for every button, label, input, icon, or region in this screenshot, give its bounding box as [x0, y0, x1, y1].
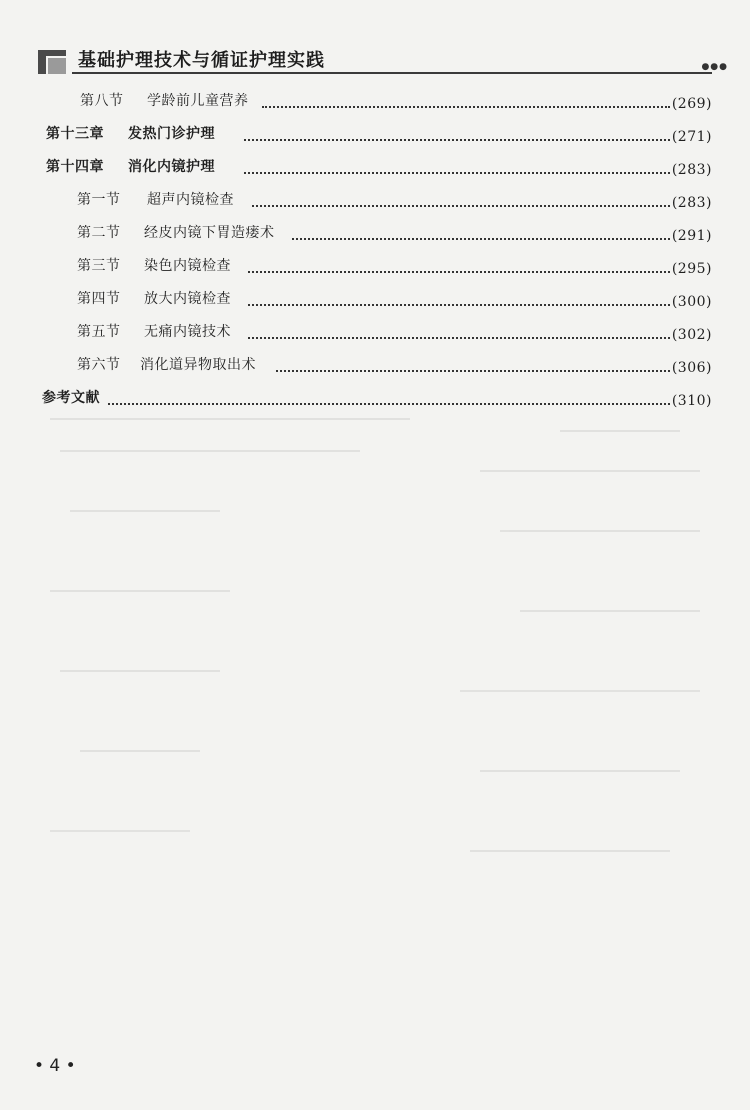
- toc-entry-title: 超声内镜检查: [147, 192, 234, 208]
- toc-leader-dots: [244, 168, 670, 174]
- toc-entry[interactable]: [0, 255, 750, 281]
- toc-leader-dots: [244, 135, 670, 141]
- toc-entry[interactable]: [0, 288, 750, 314]
- toc-entry-number: 第十三章: [46, 126, 104, 142]
- toc-entry-number: 第一节: [77, 192, 121, 208]
- page-number: • 4 •: [34, 1056, 76, 1076]
- toc-entry-title: 经皮内镜下胃造瘘术: [144, 225, 275, 241]
- header-book-title: 基础护理技术与循证护理实践: [78, 50, 325, 71]
- toc-entry-page: (269): [671, 96, 712, 112]
- toc-entry-number: 第二节: [77, 225, 121, 241]
- toc-leader-dots: [292, 234, 670, 240]
- toc-entry-page: (291): [671, 228, 712, 244]
- toc-entry-page: (295): [671, 261, 712, 277]
- header-corner-mark-icon: [38, 46, 70, 76]
- toc-entry-number: 第三节: [77, 258, 121, 274]
- toc-entry-page: (306): [671, 360, 712, 376]
- toc-leader-dots: [252, 201, 670, 207]
- toc-entry[interactable]: [0, 123, 750, 149]
- toc-entry-title: 消化道异物取出术: [140, 357, 256, 373]
- toc-entry-number: 第八节: [80, 93, 124, 109]
- toc-entry-page: (300): [671, 294, 712, 310]
- toc-entry[interactable]: [0, 222, 750, 248]
- toc-leader-dots: [262, 102, 670, 108]
- toc-entry[interactable]: [0, 387, 750, 413]
- toc-entry-title: 放大内镜检查: [144, 291, 231, 307]
- toc-leader-dots: [248, 300, 670, 306]
- header-rule: [72, 72, 712, 74]
- show-through-texture: [40, 410, 720, 890]
- toc-entry-page: (302): [671, 327, 712, 343]
- toc-entry-page: (310): [671, 393, 712, 409]
- toc-entry-title: 消化内镜护理: [128, 159, 215, 175]
- toc-entry-title: 学龄前儿童营养: [147, 93, 249, 109]
- toc-entry-number: 第六节: [77, 357, 121, 373]
- toc-entry[interactable]: [0, 354, 750, 380]
- toc-leader-dots: [248, 333, 670, 339]
- toc-leader-dots: [108, 399, 670, 405]
- header-ornament: ●●●: [701, 62, 728, 72]
- toc-entry-title: 无痛内镜技术: [144, 324, 231, 340]
- toc-entry[interactable]: [0, 189, 750, 215]
- toc-entry-page: (271): [671, 129, 712, 145]
- toc-entry-title: 发热门诊护理: [128, 126, 215, 142]
- toc-entry-page: (283): [671, 195, 712, 211]
- toc-entry[interactable]: [0, 156, 750, 182]
- toc-entry[interactable]: [0, 90, 750, 116]
- toc-leader-dots: [276, 366, 670, 372]
- toc-entry-title: 染色内镜检查: [144, 258, 231, 274]
- running-header: [38, 40, 728, 84]
- toc-leader-dots: [248, 267, 670, 273]
- toc-entry-number: 第四节: [77, 291, 121, 307]
- toc-entry-number: 第十四章: [46, 159, 104, 175]
- toc-entry[interactable]: [0, 321, 750, 347]
- toc-entry-page: (283): [671, 162, 712, 178]
- toc-entry-title: 参考文献: [42, 390, 100, 406]
- toc-entry-number: 第五节: [77, 324, 121, 340]
